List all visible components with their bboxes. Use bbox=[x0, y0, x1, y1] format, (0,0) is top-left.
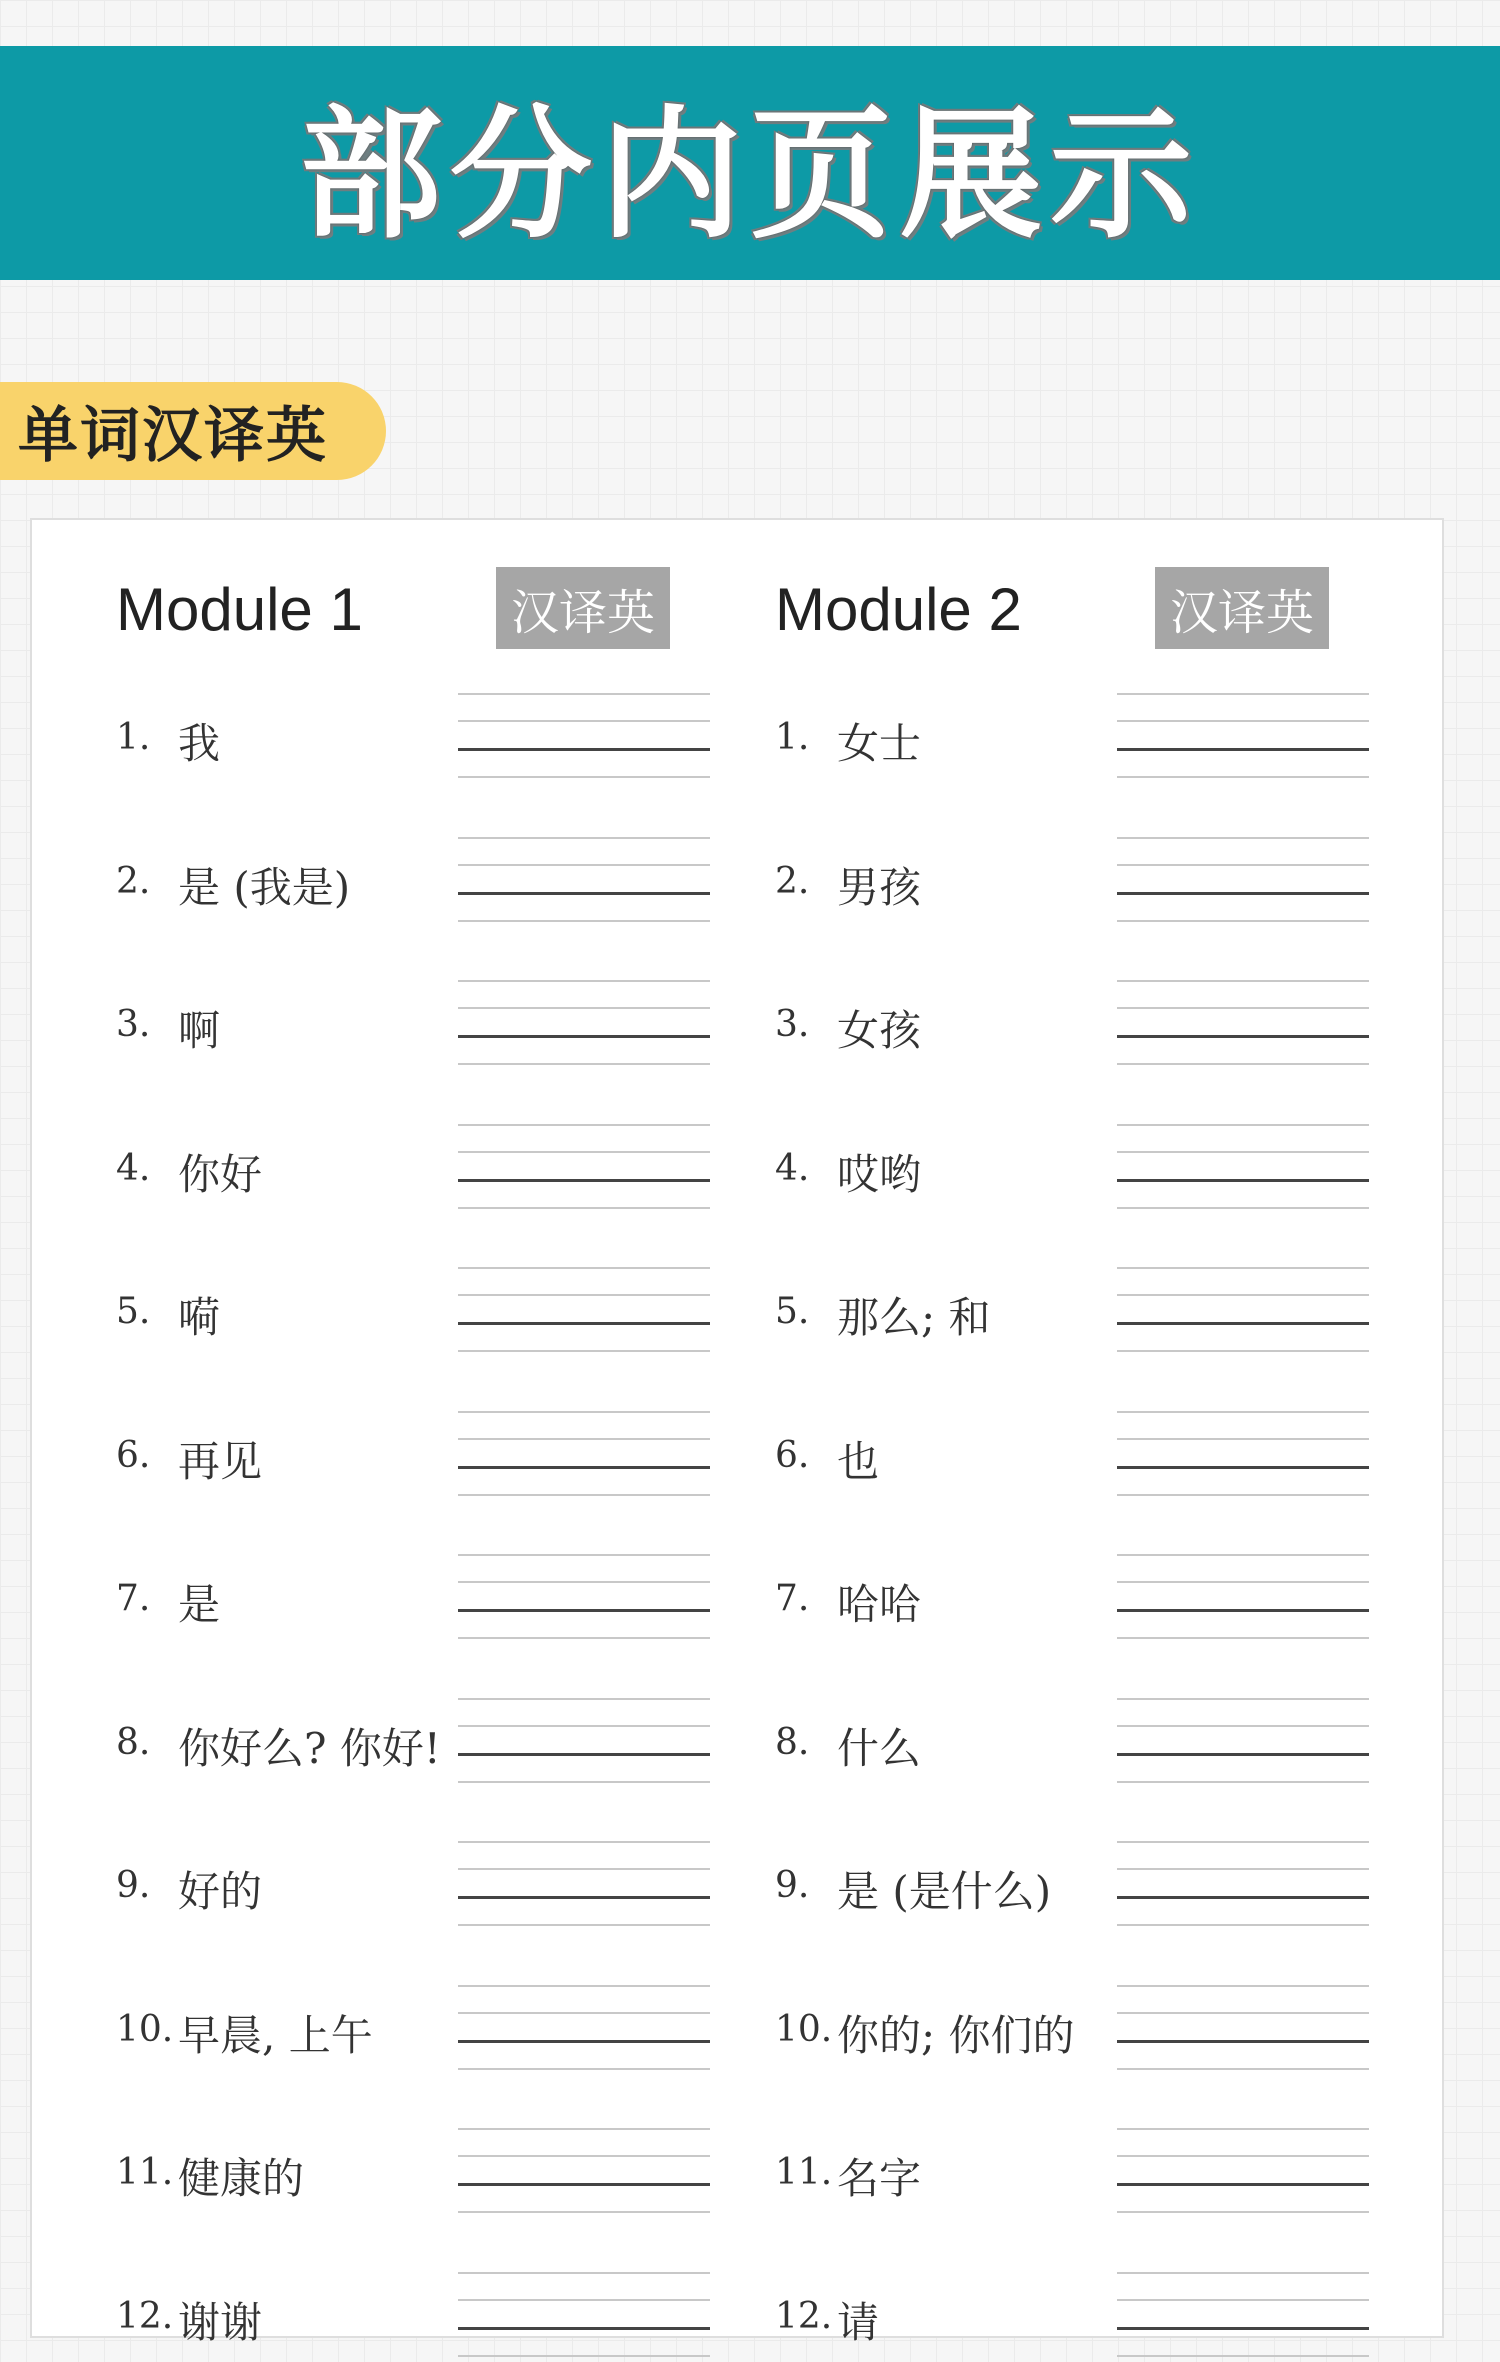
answer-writing-lines[interactable] bbox=[1117, 1267, 1369, 1357]
word-item bbox=[775, 1411, 1415, 1501]
writing-line bbox=[1117, 693, 1369, 695]
item-number: 10. bbox=[116, 2008, 174, 2050]
item-chinese-word: 是 bbox=[178, 1580, 221, 1629]
writing-line bbox=[458, 1753, 710, 1756]
writing-line bbox=[1117, 1841, 1369, 1843]
item-chinese-word: 你好 bbox=[178, 1149, 263, 1199]
writing-line bbox=[458, 776, 710, 778]
writing-line bbox=[458, 1609, 710, 1612]
word-item bbox=[775, 1841, 1415, 1931]
writing-line bbox=[1117, 1466, 1369, 1469]
writing-line bbox=[458, 1294, 710, 1296]
item-number: 12. bbox=[116, 2295, 174, 2337]
word-item bbox=[775, 2128, 1415, 2218]
writing-line bbox=[1117, 892, 1369, 895]
writing-line bbox=[458, 2128, 710, 2130]
item-number: 6. bbox=[116, 1434, 151, 1476]
writing-line bbox=[458, 1063, 710, 1065]
answer-writing-lines[interactable] bbox=[1117, 1985, 1369, 2075]
writing-line bbox=[1117, 2272, 1369, 2274]
answer-writing-lines[interactable] bbox=[1117, 2272, 1369, 2362]
writing-line bbox=[1117, 1753, 1369, 1756]
writing-line bbox=[458, 2183, 710, 2186]
item-number: 9. bbox=[116, 1865, 151, 1906]
item-number: 5. bbox=[116, 1291, 151, 1332]
writing-line bbox=[1117, 2012, 1369, 2014]
item-chinese-word: 你好么? 你好! bbox=[178, 1723, 441, 1773]
writing-line bbox=[458, 1841, 710, 1843]
writing-line bbox=[1117, 776, 1369, 778]
writing-line bbox=[458, 1868, 710, 1870]
answer-writing-lines[interactable] bbox=[458, 693, 710, 783]
writing-line bbox=[1117, 1554, 1369, 1556]
writing-line bbox=[458, 1781, 710, 1783]
item-chinese-word: 啊 bbox=[178, 1006, 221, 1055]
writing-line bbox=[1117, 720, 1369, 722]
writing-line bbox=[458, 1267, 710, 1269]
section-tag bbox=[0, 382, 386, 480]
writing-line bbox=[1117, 2155, 1369, 2157]
writing-line bbox=[458, 837, 710, 839]
answer-writing-lines[interactable] bbox=[1117, 693, 1369, 783]
answer-writing-lines[interactable] bbox=[458, 1841, 710, 1931]
writing-line bbox=[1117, 1207, 1369, 1209]
item-chinese-word: 也 bbox=[837, 1436, 880, 1486]
writing-line bbox=[1117, 1294, 1369, 1296]
writing-line bbox=[458, 892, 710, 895]
writing-line bbox=[458, 2211, 710, 2213]
writing-line bbox=[1117, 1725, 1369, 1727]
word-item bbox=[775, 1698, 1415, 1788]
item-chinese-word: 什么 bbox=[837, 1723, 922, 1773]
writing-line bbox=[458, 2327, 710, 2330]
writing-line bbox=[1117, 1035, 1369, 1038]
translate-badge: 汉译英 bbox=[1155, 567, 1329, 649]
worksheet bbox=[30, 518, 1444, 2347]
writing-line bbox=[458, 1350, 710, 1352]
item-chinese-word: 早晨, 上午 bbox=[178, 2010, 373, 2060]
writing-line bbox=[458, 1896, 710, 1899]
item-number: 2. bbox=[775, 860, 810, 902]
writing-line bbox=[458, 2299, 710, 2301]
item-number: 9. bbox=[775, 1865, 810, 1906]
writing-line bbox=[1117, 2183, 1369, 2186]
writing-line bbox=[458, 1494, 710, 1496]
item-chinese-word: 男孩 bbox=[837, 862, 922, 912]
word-item bbox=[116, 693, 756, 783]
word-item bbox=[775, 1985, 1415, 2075]
writing-line bbox=[458, 1698, 710, 1700]
writing-line bbox=[1117, 2128, 1369, 2130]
writing-line bbox=[458, 1322, 710, 1325]
word-item bbox=[116, 1841, 756, 1931]
item-chinese-word: 再见 bbox=[178, 1436, 263, 1486]
writing-line bbox=[458, 1007, 710, 1009]
answer-writing-lines[interactable] bbox=[1117, 1698, 1369, 1788]
writing-line bbox=[1117, 1698, 1369, 1700]
writing-line bbox=[1117, 1007, 1369, 1009]
item-number: 11. bbox=[775, 2152, 833, 2193]
writing-line bbox=[1117, 1637, 1369, 1639]
answer-writing-lines[interactable] bbox=[458, 1411, 710, 1501]
word-item bbox=[116, 1411, 756, 1501]
writing-line bbox=[458, 693, 710, 695]
item-number: 10. bbox=[775, 2008, 833, 2050]
item-chinese-word: 嗬 bbox=[178, 1293, 221, 1342]
item-number: 8. bbox=[775, 1721, 810, 1763]
writing-line bbox=[1117, 1267, 1369, 1269]
word-item bbox=[775, 837, 1415, 927]
writing-line bbox=[458, 2155, 710, 2157]
writing-line bbox=[458, 2068, 710, 2070]
writing-line bbox=[1117, 1411, 1369, 1413]
item-number: 12. bbox=[775, 2295, 833, 2337]
writing-line bbox=[458, 1985, 710, 1987]
item-number: 6. bbox=[775, 1434, 810, 1476]
word-item bbox=[116, 837, 756, 927]
answer-writing-lines[interactable] bbox=[458, 837, 710, 927]
item-chinese-word: 请 bbox=[837, 2297, 880, 2347]
answer-writing-lines[interactable] bbox=[1117, 1841, 1369, 1931]
banner-title: 部分内页展示 bbox=[300, 93, 1200, 258]
writing-line bbox=[458, 920, 710, 922]
writing-line bbox=[1117, 1896, 1369, 1899]
writing-line bbox=[1117, 1151, 1369, 1153]
writing-line bbox=[1117, 1868, 1369, 1870]
word-item bbox=[116, 2272, 756, 2362]
writing-line bbox=[1117, 1924, 1369, 1926]
writing-line bbox=[458, 864, 710, 866]
writing-line bbox=[458, 1411, 710, 1413]
writing-line bbox=[1117, 2068, 1369, 2070]
item-chinese-word: 好的 bbox=[178, 1867, 263, 1916]
writing-line bbox=[1117, 837, 1369, 839]
answer-writing-lines[interactable] bbox=[458, 2128, 710, 2218]
word-item bbox=[775, 2272, 1415, 2362]
item-chinese-word: 我 bbox=[178, 719, 221, 768]
module-title: Module 2 bbox=[775, 576, 1022, 643]
item-number: 2. bbox=[116, 860, 151, 902]
writing-line bbox=[1117, 1609, 1369, 1612]
writing-line bbox=[1117, 1124, 1369, 1126]
writing-line bbox=[1117, 920, 1369, 922]
word-item bbox=[116, 1985, 756, 2075]
writing-line bbox=[458, 2355, 710, 2357]
word-item bbox=[775, 693, 1415, 783]
writing-line bbox=[458, 1438, 710, 1440]
writing-line bbox=[458, 2040, 710, 2043]
answer-writing-lines[interactable] bbox=[1117, 837, 1369, 927]
writing-line bbox=[1117, 864, 1369, 866]
item-chinese-word: 健康的 bbox=[178, 2154, 305, 2203]
writing-line bbox=[1117, 1581, 1369, 1583]
writing-line bbox=[458, 2012, 710, 2014]
writing-line bbox=[458, 1179, 710, 1182]
header-banner bbox=[0, 46, 1500, 280]
writing-line bbox=[1117, 1322, 1369, 1325]
writing-line bbox=[1117, 1063, 1369, 1065]
writing-line bbox=[1117, 1350, 1369, 1352]
item-number: 4. bbox=[116, 1147, 151, 1189]
writing-line bbox=[1117, 1494, 1369, 1496]
word-item bbox=[775, 1124, 1415, 1214]
writing-line bbox=[458, 1207, 710, 1209]
writing-line bbox=[1117, 1438, 1369, 1440]
answer-writing-lines[interactable] bbox=[458, 1698, 710, 1788]
answer-writing-lines[interactable] bbox=[458, 1554, 710, 1644]
writing-line bbox=[1117, 2040, 1369, 2043]
writing-line bbox=[458, 720, 710, 722]
word-item bbox=[116, 1267, 756, 1357]
writing-line bbox=[458, 1924, 710, 1926]
writing-line bbox=[458, 1151, 710, 1153]
answer-writing-lines[interactable] bbox=[458, 1124, 710, 1214]
writing-line bbox=[1117, 2299, 1369, 2301]
item-number: 11. bbox=[116, 2152, 174, 2193]
item-number: 5. bbox=[775, 1291, 810, 1332]
writing-line bbox=[458, 1466, 710, 1469]
writing-line bbox=[1117, 1985, 1369, 1987]
answer-writing-lines[interactable] bbox=[458, 2272, 710, 2362]
writing-line bbox=[1117, 2327, 1369, 2330]
word-item bbox=[116, 1554, 756, 1644]
answer-writing-lines[interactable] bbox=[1117, 1554, 1369, 1644]
item-number: 4. bbox=[775, 1147, 810, 1189]
translate-badge: 汉译英 bbox=[496, 567, 670, 649]
item-number: 1. bbox=[116, 717, 151, 758]
writing-line bbox=[458, 1554, 710, 1556]
item-chinese-word: 谢谢 bbox=[178, 2297, 263, 2347]
word-item bbox=[775, 1267, 1415, 1357]
answer-writing-lines[interactable] bbox=[458, 980, 710, 1070]
item-chinese-word: 哎哟 bbox=[837, 1149, 922, 1199]
item-chinese-word: 那么; 和 bbox=[837, 1293, 991, 1342]
writing-line bbox=[458, 2272, 710, 2274]
writing-line bbox=[1117, 748, 1369, 751]
item-number: 7. bbox=[775, 1578, 810, 1619]
item-chinese-word: 哈哈 bbox=[837, 1580, 922, 1629]
word-item bbox=[775, 980, 1415, 1070]
word-item bbox=[116, 1124, 756, 1214]
word-item bbox=[775, 1554, 1415, 1644]
item-chinese-word: 女士 bbox=[837, 719, 922, 768]
writing-line bbox=[1117, 2211, 1369, 2213]
writing-line bbox=[1117, 2355, 1369, 2357]
item-chinese-word: 是 (是什么) bbox=[837, 1867, 1052, 1916]
item-number: 8. bbox=[116, 1721, 151, 1763]
answer-writing-lines[interactable] bbox=[1117, 980, 1369, 1070]
answer-writing-lines[interactable] bbox=[458, 1267, 710, 1357]
item-chinese-word: 女孩 bbox=[837, 1006, 922, 1055]
writing-line bbox=[458, 1637, 710, 1639]
item-number: 7. bbox=[116, 1578, 151, 1619]
word-item bbox=[116, 2128, 756, 2218]
writing-line bbox=[458, 1035, 710, 1038]
writing-line bbox=[458, 1581, 710, 1583]
word-item bbox=[116, 980, 756, 1070]
writing-line bbox=[458, 1725, 710, 1727]
writing-line bbox=[1117, 980, 1369, 982]
word-item bbox=[116, 1698, 756, 1788]
writing-line bbox=[458, 748, 710, 751]
item-number: 1. bbox=[775, 717, 810, 758]
writing-line bbox=[1117, 1179, 1369, 1182]
answer-writing-lines[interactable] bbox=[1117, 1411, 1369, 1501]
item-number: 3. bbox=[775, 1004, 810, 1045]
writing-line bbox=[458, 980, 710, 982]
answer-writing-lines[interactable] bbox=[1117, 2128, 1369, 2218]
section-tag-label: 单词汉译英 bbox=[18, 401, 328, 471]
item-chinese-word: 你的; 你们的 bbox=[837, 2010, 1075, 2060]
answer-writing-lines[interactable] bbox=[1117, 1124, 1369, 1214]
writing-line bbox=[458, 1124, 710, 1126]
module-title: Module 1 bbox=[116, 576, 363, 643]
writing-line bbox=[1117, 1781, 1369, 1783]
item-chinese-word: 是 (我是) bbox=[178, 862, 351, 912]
answer-writing-lines[interactable] bbox=[458, 1985, 710, 2075]
item-number: 3. bbox=[116, 1004, 151, 1045]
item-chinese-word: 名字 bbox=[837, 2154, 922, 2203]
